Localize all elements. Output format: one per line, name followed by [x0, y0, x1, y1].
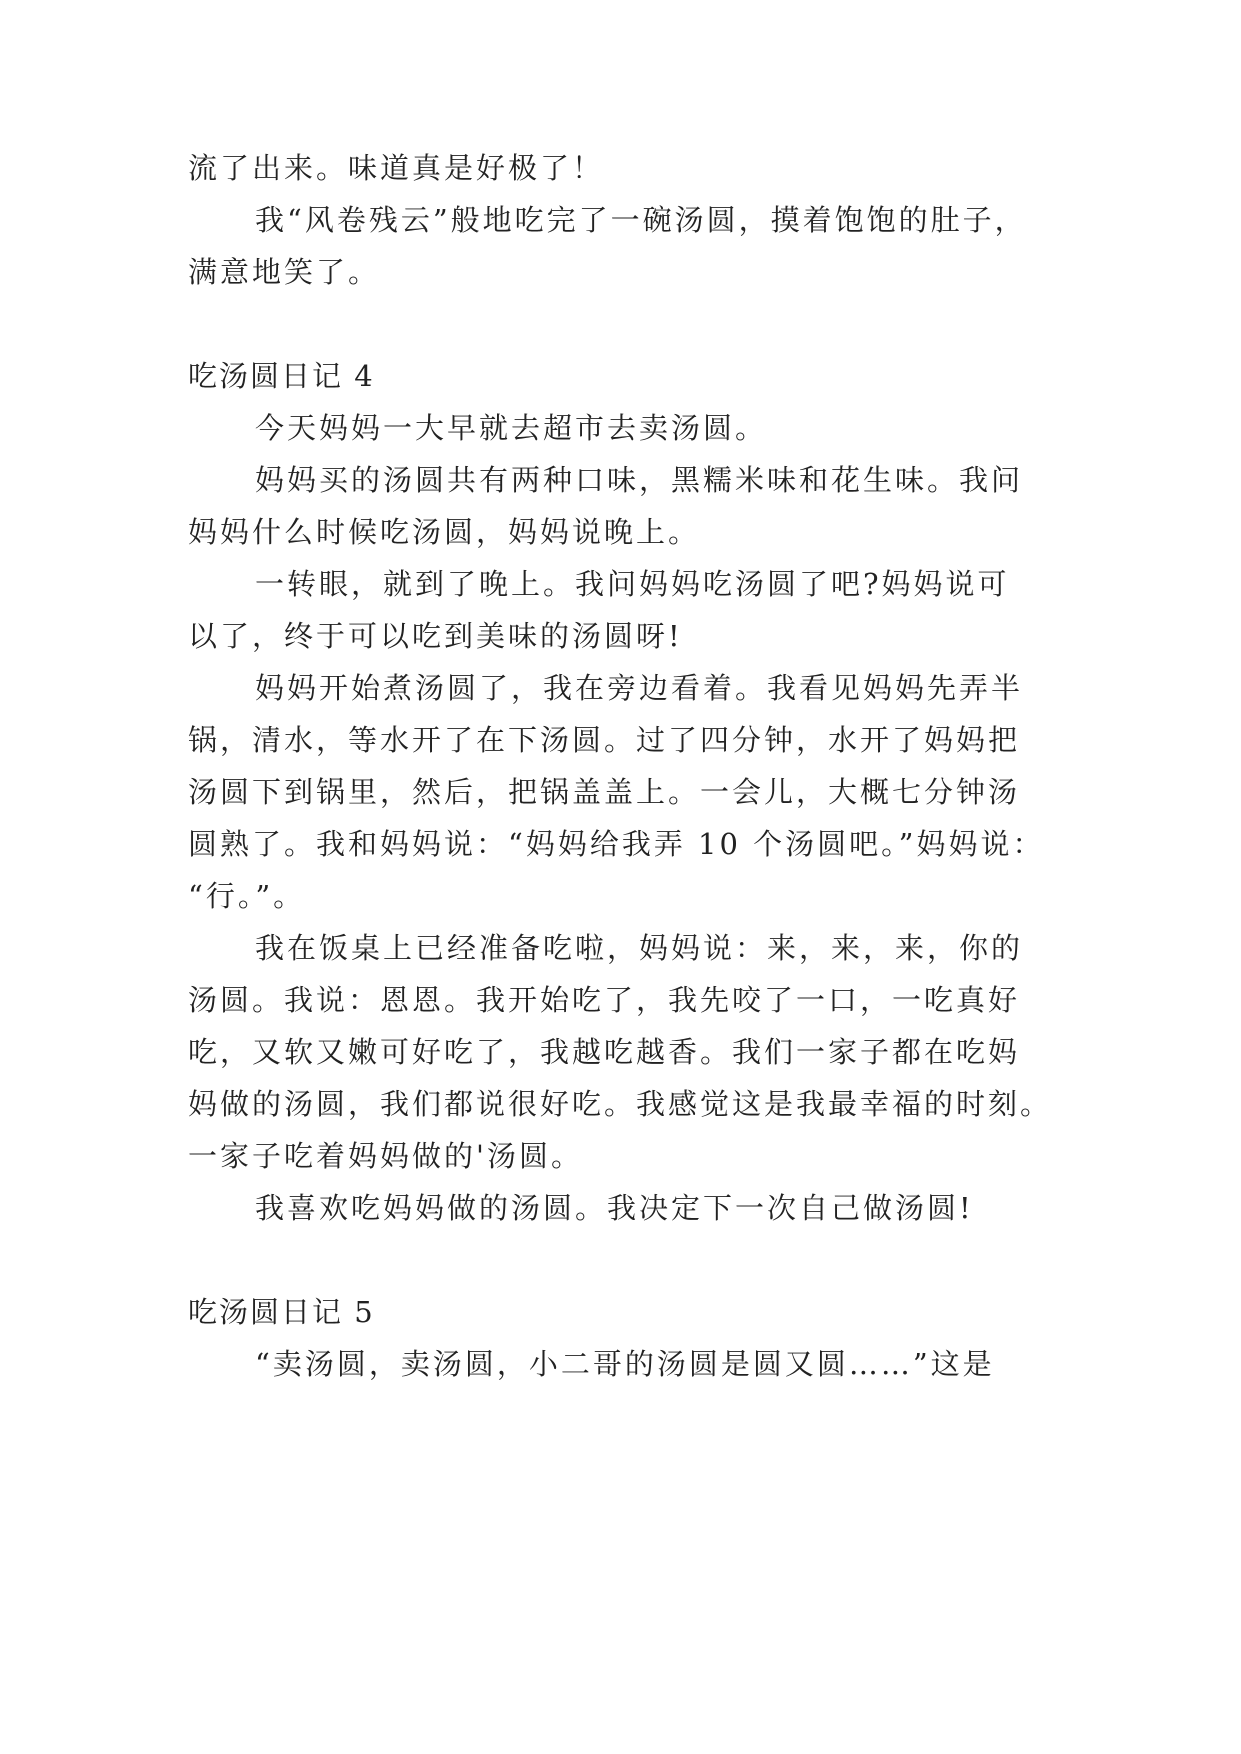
- text-line: “行。”。: [188, 879, 306, 913]
- section-heading-diary-4: 吃汤圆日记 4: [188, 359, 375, 393]
- text-line: 汤圆下到锅里，然后，把锅盖盖上。一会儿，大概七分钟汤: [188, 775, 1021, 809]
- text-line: 流了出来。味道真是好极了！: [188, 151, 605, 185]
- paragraph-first-line: “卖汤圆，卖汤圆，小二哥的汤圆是圆又圆……”这是: [255, 1347, 995, 1381]
- text-line: 妈做的汤圆，我们都说很好吃。我感觉这是我最幸福的时刻。: [188, 1087, 1053, 1121]
- text-line: 一家子吃着妈妈做的'汤圆。: [188, 1139, 583, 1173]
- text-line: 吃，又软又嫩可好吃了，我越吃越香。我们一家子都在吃妈: [188, 1035, 1021, 1069]
- paragraph-first-line: 今天妈妈一大早就去超市去卖汤圆。: [255, 411, 768, 445]
- text-line: 以了，终于可以吃到美味的汤圆呀!: [188, 619, 683, 653]
- paragraph-first-line: 我“风卷残云”般地吃完了一碗汤圆，摸着饱饱的肚子，: [255, 203, 1027, 237]
- paragraph-first-line: 我喜欢吃妈妈做的汤圆。我决定下一次自己做汤圆!: [255, 1191, 974, 1225]
- paragraph-first-line: 妈妈开始煮汤圆了，我在旁边看着。我看见妈妈先弄半: [255, 671, 1024, 705]
- paragraph-first-line: 一转眼，就到了晚上。我问妈妈吃汤圆了吧?妈妈说可: [255, 567, 1010, 601]
- text-line: 汤圆。我说：恩恩。我开始吃了，我先咬了一口，一吃真好: [188, 983, 1021, 1017]
- paragraph-first-line: 妈妈买的汤圆共有两种口味，黑糯米味和花生味。我问: [255, 463, 1024, 497]
- text-line: 妈妈什么时候吃汤圆，妈妈说晚上。: [188, 515, 701, 549]
- paragraph-first-line: 我在饭桌上已经准备吃啦，妈妈说：来，来，来，你的: [255, 931, 1024, 965]
- section-heading-diary-5: 吃汤圆日记 5: [188, 1295, 375, 1329]
- text-line: 满意地笑了。: [188, 255, 381, 289]
- text-line: 锅，清水，等水开了在下汤圆。过了四分钟，水开了妈妈把: [188, 723, 1021, 757]
- text-line: 圆熟了。我和妈妈说：“妈妈给我弄 10 个汤圆吧。”妈妈说：: [188, 827, 1045, 861]
